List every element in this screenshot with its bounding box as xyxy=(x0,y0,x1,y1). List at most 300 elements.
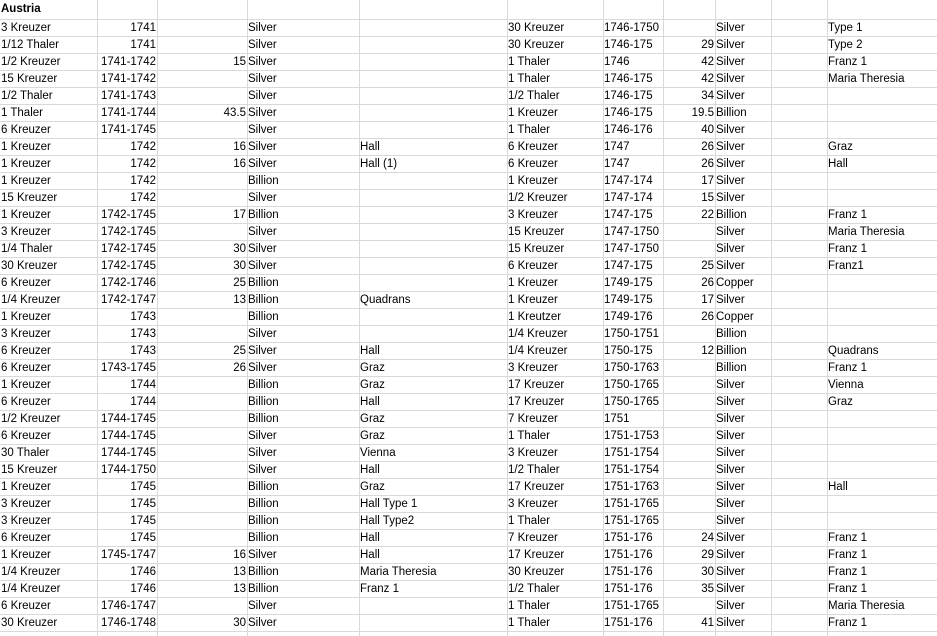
right-mint-note-cell[interactable] xyxy=(827,428,937,445)
left-denomination-cell[interactable]: 1 Kreuzer xyxy=(1,481,51,493)
right-years-cell[interactable]: 1747-1750 xyxy=(604,243,659,255)
right-denomination-cell[interactable]: 30 Kreuzer xyxy=(508,566,565,578)
left-years-cell[interactable]: 1744 xyxy=(130,379,156,391)
right-metal-cell[interactable]: Silver xyxy=(716,226,745,238)
right-mint-note-cell[interactable]: Type 1 xyxy=(828,22,863,34)
right-years-cell[interactable]: 1751-1765 xyxy=(604,515,659,527)
left-metal-cell[interactable]: Silver xyxy=(248,124,277,136)
left-denomination-cell[interactable]: 30 Kreuzer xyxy=(1,260,58,272)
right-denomination-cell[interactable]: 1 Kreuzer xyxy=(508,175,558,187)
left-mint-note-cell[interactable]: Graz xyxy=(360,481,385,493)
left-weight-cell[interactable]: 25 xyxy=(233,277,246,289)
left-denomination-cell[interactable]: 30 Kreuzer xyxy=(1,617,58,629)
right-mint-note-cell[interactable] xyxy=(827,122,937,139)
right-metal-cell[interactable]: Silver xyxy=(716,158,745,170)
left-denomination-cell[interactable]: 6 Kreuzer xyxy=(1,345,51,357)
left-mint-note-cell[interactable] xyxy=(359,207,507,224)
left-metal-cell[interactable]: Silver xyxy=(248,22,277,34)
left-metal-cell[interactable]: Silver xyxy=(248,600,277,612)
right-weight-cell[interactable] xyxy=(663,479,715,496)
right-denomination-cell[interactable]: 3 Kreuzer xyxy=(508,209,558,221)
left-weight-cell[interactable]: 25 xyxy=(233,345,246,357)
left-weight-cell[interactable]: 16 xyxy=(233,141,246,153)
right-weight-cell[interactable] xyxy=(663,513,715,530)
right-metal-cell[interactable]: Silver xyxy=(716,294,745,306)
right-denomination-cell[interactable]: 1/2 Thaler xyxy=(508,583,560,595)
right-weight-cell[interactable] xyxy=(663,377,715,394)
left-mint-note-cell[interactable]: Hall xyxy=(360,345,380,357)
right-mint-note-cell[interactable] xyxy=(827,411,937,428)
right-weight-cell[interactable]: 26 xyxy=(701,311,714,323)
right-metal-cell[interactable]: Silver xyxy=(716,464,745,476)
right-weight-cell[interactable]: 26 xyxy=(701,158,714,170)
right-metal-cell[interactable]: Silver xyxy=(716,22,745,34)
right-years-cell[interactable]: 1751-1765 xyxy=(604,498,659,510)
right-metal-cell[interactable]: Billion xyxy=(716,345,747,357)
left-metal-cell[interactable]: Billion xyxy=(248,209,279,221)
left-weight-cell[interactable] xyxy=(157,377,247,394)
left-years-cell[interactable]: 1746 xyxy=(130,566,156,578)
right-mint-note-cell[interactable] xyxy=(827,190,937,207)
left-denomination-cell[interactable]: 1 Kreuzer xyxy=(1,549,51,561)
left-metal-cell[interactable]: Billion xyxy=(248,566,279,578)
left-weight-cell[interactable] xyxy=(157,479,247,496)
left-denomination-cell[interactable]: 3 Kreuzer xyxy=(1,498,51,510)
left-years-cell[interactable]: 1745 xyxy=(130,515,156,527)
left-denomination-cell[interactable]: 3 Kreuzer xyxy=(1,515,51,527)
right-years-cell[interactable]: 1751-176 xyxy=(604,532,653,544)
left-weight-cell[interactable] xyxy=(157,190,247,207)
left-years-cell[interactable]: 1741-1742 xyxy=(101,73,156,85)
left-weight-cell[interactable]: 16 xyxy=(233,549,246,561)
right-metal-cell[interactable]: Silver xyxy=(716,141,745,153)
left-years-cell[interactable]: 1742-1745 xyxy=(101,226,156,238)
left-weight-cell[interactable]: 13 xyxy=(233,583,246,595)
left-weight-cell[interactable] xyxy=(157,173,247,190)
left-mint-note-cell[interactable] xyxy=(359,20,507,37)
left-metal-cell[interactable]: Billion xyxy=(248,294,279,306)
right-metal-cell[interactable]: Silver xyxy=(716,56,745,68)
left-years-cell[interactable]: 1742 xyxy=(130,175,156,187)
right-years-cell[interactable]: 1750-1765 xyxy=(604,396,659,408)
left-years-cell[interactable]: 1742-1747 xyxy=(101,294,156,306)
left-metal-cell[interactable]: Silver xyxy=(248,107,277,119)
right-mint-note-cell[interactable]: Maria Theresia xyxy=(828,600,905,612)
left-metal-cell[interactable]: Silver xyxy=(248,549,277,561)
left-metal-cell[interactable]: Silver xyxy=(248,430,277,442)
right-mint-note-cell[interactable] xyxy=(827,496,937,513)
left-mint-note-cell[interactable]: Graz xyxy=(360,413,385,425)
left-metal-cell[interactable]: Silver xyxy=(248,362,277,374)
right-years-cell[interactable]: 1750-1751 xyxy=(604,328,659,340)
right-denomination-cell[interactable]: 3 Kreuzer xyxy=(508,362,558,374)
left-metal-cell[interactable]: Billion xyxy=(248,498,279,510)
left-mint-note-cell[interactable] xyxy=(359,309,507,326)
right-weight-cell[interactable]: 35 xyxy=(701,583,714,595)
right-years-cell[interactable]: 1746-175 xyxy=(604,107,653,119)
left-weight-cell[interactable]: 16 xyxy=(233,158,246,170)
left-years-cell[interactable]: 1746 xyxy=(130,583,156,595)
right-denomination-cell[interactable]: 1/2 Thaler xyxy=(508,464,560,476)
right-years-cell[interactable]: 1746-175 xyxy=(604,73,653,85)
left-mint-note-cell[interactable]: Hall (1) xyxy=(360,158,398,170)
left-metal-cell[interactable]: Billion xyxy=(248,396,279,408)
left-metal-cell[interactable]: Silver xyxy=(248,39,277,51)
left-weight-cell[interactable] xyxy=(157,496,247,513)
left-mint-note-cell[interactable]: Graz xyxy=(360,430,385,442)
right-weight-cell[interactable] xyxy=(663,360,715,377)
left-weight-cell[interactable] xyxy=(157,71,247,88)
left-weight-cell[interactable]: 13 xyxy=(233,294,246,306)
left-metal-cell[interactable]: Billion xyxy=(248,379,279,391)
right-weight-cell[interactable]: 12 xyxy=(701,345,714,357)
right-mint-note-cell[interactable]: Franz 1 xyxy=(828,583,867,595)
left-years-cell[interactable]: 1741-1744 xyxy=(101,107,156,119)
left-years-cell[interactable]: 1744-1745 xyxy=(101,447,156,459)
left-weight-cell[interactable]: 15 xyxy=(233,56,246,68)
right-weight-cell[interactable]: 41 xyxy=(701,617,714,629)
left-mint-note-cell[interactable] xyxy=(359,598,507,615)
left-mint-note-cell[interactable] xyxy=(359,105,507,122)
right-weight-cell[interactable] xyxy=(663,394,715,411)
right-denomination-cell[interactable]: 1 Thaler xyxy=(508,515,550,527)
right-metal-cell[interactable]: Silver xyxy=(716,532,745,544)
left-years-cell[interactable]: 1743 xyxy=(130,328,156,340)
right-metal-cell[interactable]: Silver xyxy=(716,566,745,578)
left-years-cell[interactable]: 1742-1745 xyxy=(101,260,156,272)
left-mint-note-cell[interactable]: Hall xyxy=(360,464,380,476)
right-denomination-cell[interactable]: 6 Kreuzer xyxy=(508,158,558,170)
right-weight-cell[interactable]: 19.5 xyxy=(691,107,714,119)
right-years-cell[interactable]: 1746 xyxy=(604,56,630,68)
right-denomination-cell[interactable]: 6 Kreuzer xyxy=(508,141,558,153)
left-years-cell[interactable]: 1741-1745 xyxy=(101,124,156,136)
left-metal-cell[interactable]: Silver xyxy=(248,617,277,629)
left-mint-note-cell[interactable]: Hall xyxy=(360,549,380,561)
right-mint-note-cell[interactable]: Franz 1 xyxy=(828,56,867,68)
right-mint-note-cell[interactable] xyxy=(827,326,937,343)
left-weight-cell[interactable] xyxy=(157,326,247,343)
right-weight-cell[interactable] xyxy=(663,411,715,428)
right-denomination-cell[interactable]: 15 Kreuzer xyxy=(508,243,565,255)
right-mint-note-cell[interactable] xyxy=(827,275,937,292)
left-denomination-cell[interactable]: 1/4 Kreuzer xyxy=(1,583,61,595)
right-weight-cell[interactable]: 30 xyxy=(701,566,714,578)
right-denomination-cell[interactable]: 1/4 Kreuzer xyxy=(508,328,568,340)
right-years-cell[interactable]: 1751-1754 xyxy=(604,447,659,459)
right-weight-cell[interactable] xyxy=(663,241,715,258)
left-weight-cell[interactable]: 26 xyxy=(233,362,246,374)
right-weight-cell[interactable]: 29 xyxy=(701,549,714,561)
right-years-cell[interactable]: 1746-1750 xyxy=(604,22,659,34)
right-metal-cell[interactable]: Silver xyxy=(716,600,745,612)
right-weight-cell[interactable]: 17 xyxy=(701,175,714,187)
left-denomination-cell[interactable]: 1/2 Kreuzer xyxy=(1,413,61,425)
left-metal-cell[interactable]: Billion xyxy=(248,277,279,289)
left-weight-cell[interactable] xyxy=(157,445,247,462)
left-years-cell[interactable]: 1744-1745 xyxy=(101,430,156,442)
left-metal-cell[interactable]: Billion xyxy=(248,532,279,544)
left-denomination-cell[interactable]: 6 Kreuzer xyxy=(1,124,51,136)
left-weight-cell[interactable] xyxy=(157,224,247,241)
right-mint-note-cell[interactable]: Franz 1 xyxy=(828,617,867,629)
left-mint-note-cell[interactable] xyxy=(359,37,507,54)
left-years-cell[interactable]: 1746-1748 xyxy=(101,617,156,629)
right-mint-note-cell[interactable] xyxy=(827,445,937,462)
left-mint-note-cell[interactable] xyxy=(359,173,507,190)
left-weight-cell[interactable]: 30 xyxy=(233,617,246,629)
right-metal-cell[interactable]: Silver xyxy=(716,617,745,629)
right-years-cell[interactable]: 1747-175 xyxy=(604,209,653,221)
right-weight-cell[interactable]: 34 xyxy=(701,90,714,102)
right-metal-cell[interactable]: Silver xyxy=(716,39,745,51)
left-mint-note-cell[interactable]: Hall xyxy=(360,532,380,544)
left-denomination-cell[interactable]: 1 Kreuzer xyxy=(1,158,51,170)
left-metal-cell[interactable]: Billion xyxy=(248,583,279,595)
left-weight-cell[interactable] xyxy=(157,20,247,37)
right-denomination-cell[interactable]: 17 Kreuzer xyxy=(508,396,565,408)
sheet-title-cell[interactable]: Austria xyxy=(1,3,41,15)
left-mint-note-cell[interactable] xyxy=(359,54,507,71)
right-mint-note-cell[interactable]: Graz xyxy=(828,141,853,153)
right-years-cell[interactable]: 1746-175 xyxy=(604,90,653,102)
left-metal-cell[interactable]: Silver xyxy=(248,243,277,255)
right-years-cell[interactable]: 1747 xyxy=(604,158,630,170)
right-denomination-cell[interactable]: 17 Kreuzer xyxy=(508,549,565,561)
right-years-cell[interactable]: 1751-176 xyxy=(604,566,653,578)
left-weight-cell[interactable]: 30 xyxy=(233,243,246,255)
left-metal-cell[interactable]: Silver xyxy=(248,260,277,272)
right-denomination-cell[interactable]: 17 Kreuzer xyxy=(508,481,565,493)
right-weight-cell[interactable]: 26 xyxy=(701,277,714,289)
right-mint-note-cell[interactable]: Franz 1 xyxy=(828,549,867,561)
right-weight-cell[interactable] xyxy=(663,445,715,462)
left-mint-note-cell[interactable] xyxy=(359,190,507,207)
right-years-cell[interactable]: 1751-1754 xyxy=(604,464,659,476)
left-years-cell[interactable]: 1746-1747 xyxy=(101,600,156,612)
left-denomination-cell[interactable]: 6 Kreuzer xyxy=(1,532,51,544)
right-weight-cell[interactable] xyxy=(663,428,715,445)
right-mint-note-cell[interactable]: Graz xyxy=(828,396,853,408)
right-metal-cell[interactable]: Billion xyxy=(716,328,747,340)
right-denomination-cell[interactable]: 7 Kreuzer xyxy=(508,532,558,544)
right-metal-cell[interactable]: Silver xyxy=(716,396,745,408)
left-mint-note-cell[interactable] xyxy=(359,71,507,88)
left-metal-cell[interactable]: Silver xyxy=(248,464,277,476)
left-weight-cell[interactable]: 13 xyxy=(233,566,246,578)
right-mint-note-cell[interactable] xyxy=(827,105,937,122)
left-denomination-cell[interactable]: 1/2 Thaler xyxy=(1,90,53,102)
left-weight-cell[interactable]: 43.5 xyxy=(223,107,246,119)
right-weight-cell[interactable] xyxy=(663,598,715,615)
left-weight-cell[interactable] xyxy=(157,411,247,428)
left-denomination-cell[interactable]: 1/12 Thaler xyxy=(1,39,59,51)
left-years-cell[interactable]: 1741 xyxy=(130,39,156,51)
right-denomination-cell[interactable]: 1 Thaler xyxy=(508,600,550,612)
right-years-cell[interactable]: 1747 xyxy=(604,141,630,153)
right-years-cell[interactable]: 1751 xyxy=(604,413,630,425)
right-weight-cell[interactable]: 26 xyxy=(701,141,714,153)
left-denomination-cell[interactable]: 1/2 Kreuzer xyxy=(1,56,61,68)
left-denomination-cell[interactable]: 1/4 Kreuzer xyxy=(1,566,61,578)
left-years-cell[interactable]: 1742-1745 xyxy=(101,209,156,221)
left-weight-cell[interactable] xyxy=(157,513,247,530)
left-metal-cell[interactable]: Billion xyxy=(248,175,279,187)
right-denomination-cell[interactable]: 1 Kreuzer xyxy=(508,107,558,119)
right-mint-note-cell[interactable] xyxy=(827,292,937,309)
right-denomination-cell[interactable]: 17 Kreuzer xyxy=(508,379,565,391)
left-denomination-cell[interactable]: 1 Kreuzer xyxy=(1,175,51,187)
left-mint-note-cell[interactable]: Vienna xyxy=(360,447,396,459)
left-metal-cell[interactable]: Silver xyxy=(248,141,277,153)
left-denomination-cell[interactable]: 15 Kreuzer xyxy=(1,73,58,85)
right-weight-cell[interactable] xyxy=(663,462,715,479)
left-weight-cell[interactable] xyxy=(157,462,247,479)
right-denomination-cell[interactable]: 1 Thaler xyxy=(508,56,550,68)
left-weight-cell[interactable]: 30 xyxy=(233,260,246,272)
left-metal-cell[interactable]: Billion xyxy=(248,481,279,493)
right-metal-cell[interactable]: Silver xyxy=(716,260,745,272)
right-years-cell[interactable]: 1747-1750 xyxy=(604,226,659,238)
right-weight-cell[interactable]: 42 xyxy=(701,56,714,68)
right-years-cell[interactable]: 1751-1763 xyxy=(604,481,659,493)
right-metal-cell[interactable]: Copper xyxy=(716,311,754,323)
right-weight-cell[interactable]: 17 xyxy=(701,294,714,306)
right-years-cell[interactable]: 1751-176 xyxy=(604,617,653,629)
left-years-cell[interactable]: 1741 xyxy=(130,22,156,34)
left-years-cell[interactable]: 1745-1747 xyxy=(101,549,156,561)
left-weight-cell[interactable]: 17 xyxy=(233,209,246,221)
left-mint-note-cell[interactable]: Quadrans xyxy=(360,294,411,306)
right-years-cell[interactable]: 1749-176 xyxy=(604,311,653,323)
left-metal-cell[interactable]: Silver xyxy=(248,447,277,459)
left-metal-cell[interactable]: Silver xyxy=(248,328,277,340)
left-mint-note-cell[interactable] xyxy=(359,326,507,343)
left-denomination-cell[interactable]: 15 Kreuzer xyxy=(1,192,58,204)
left-denomination-cell[interactable]: 3 Kreuzer xyxy=(1,328,51,340)
right-denomination-cell[interactable]: 1 Thaler xyxy=(508,73,550,85)
right-weight-cell[interactable]: 40 xyxy=(701,124,714,136)
right-denomination-cell[interactable]: 7 Kreuzer xyxy=(508,413,558,425)
left-mint-note-cell[interactable]: Hall Type2 xyxy=(360,515,415,527)
right-mint-note-cell[interactable] xyxy=(827,462,937,479)
left-denomination-cell[interactable]: 1 Kreuzer xyxy=(1,311,51,323)
right-years-cell[interactable]: 1750-1765 xyxy=(604,379,659,391)
left-denomination-cell[interactable]: 1/4 Thaler xyxy=(1,243,53,255)
left-denomination-cell[interactable]: 1 Kreuzer xyxy=(1,141,51,153)
right-years-cell[interactable]: 1751-1765 xyxy=(604,600,659,612)
left-weight-cell[interactable] xyxy=(157,122,247,139)
left-mint-note-cell[interactable]: Maria Theresia xyxy=(360,566,437,578)
left-metal-cell[interactable]: Billion xyxy=(248,413,279,425)
right-denomination-cell[interactable]: 1 Thaler xyxy=(508,430,550,442)
right-denomination-cell[interactable]: 6 Kreuzer xyxy=(508,260,558,272)
left-denomination-cell[interactable]: 1 Thaler xyxy=(1,107,43,119)
left-years-cell[interactable]: 1744-1745 xyxy=(101,413,156,425)
right-years-cell[interactable]: 1750-175 xyxy=(604,345,653,357)
right-metal-cell[interactable]: Silver xyxy=(716,243,745,255)
right-denomination-cell[interactable]: 1 Thaler xyxy=(508,617,550,629)
left-mint-note-cell[interactable]: Hall xyxy=(360,396,380,408)
right-mint-note-cell[interactable]: Maria Theresia xyxy=(828,226,905,238)
right-weight-cell[interactable]: 15 xyxy=(701,192,714,204)
left-metal-cell[interactable]: Billion xyxy=(248,311,279,323)
right-denomination-cell[interactable]: 1/4 Kreuzer xyxy=(508,345,568,357)
right-metal-cell[interactable]: Silver xyxy=(716,447,745,459)
right-denomination-cell[interactable]: 3 Kreuzer xyxy=(508,498,558,510)
left-years-cell[interactable]: 1744 xyxy=(130,396,156,408)
left-denomination-cell[interactable]: 6 Kreuzer xyxy=(1,430,51,442)
left-metal-cell[interactable]: Silver xyxy=(248,226,277,238)
right-years-cell[interactable]: 1751-176 xyxy=(604,549,653,561)
left-years-cell[interactable]: 1742-1745 xyxy=(101,243,156,255)
left-years-cell[interactable]: 1744-1750 xyxy=(101,464,156,476)
left-years-cell[interactable]: 1743-1745 xyxy=(101,362,156,374)
left-years-cell[interactable]: 1745 xyxy=(130,498,156,510)
right-metal-cell[interactable]: Silver xyxy=(716,379,745,391)
right-mint-note-cell[interactable]: Hall xyxy=(828,481,848,493)
right-denomination-cell[interactable]: 30 Kreuzer xyxy=(508,22,565,34)
left-mint-note-cell[interactable] xyxy=(359,122,507,139)
left-mint-note-cell[interactable] xyxy=(359,275,507,292)
right-metal-cell[interactable]: Silver xyxy=(716,515,745,527)
right-metal-cell[interactable]: Silver xyxy=(716,124,745,136)
right-weight-cell[interactable] xyxy=(663,326,715,343)
right-weight-cell[interactable]: 24 xyxy=(701,532,714,544)
right-denomination-cell[interactable]: 30 Kreuzer xyxy=(508,39,565,51)
left-years-cell[interactable]: 1745 xyxy=(130,481,156,493)
right-mint-note-cell[interactable]: Hall xyxy=(828,158,848,170)
left-years-cell[interactable]: 1741-1742 xyxy=(101,56,156,68)
right-years-cell[interactable]: 1751-1753 xyxy=(604,430,659,442)
left-years-cell[interactable]: 1743 xyxy=(130,345,156,357)
right-years-cell[interactable]: 1747-174 xyxy=(604,192,653,204)
right-mint-note-cell[interactable] xyxy=(827,88,937,105)
right-denomination-cell[interactable]: 1 Kreuzer xyxy=(508,294,558,306)
left-mint-note-cell[interactable] xyxy=(359,241,507,258)
left-weight-cell[interactable] xyxy=(157,598,247,615)
right-weight-cell[interactable] xyxy=(663,496,715,513)
right-mint-note-cell[interactable]: Franz 1 xyxy=(828,566,867,578)
right-mint-note-cell[interactable]: Vienna xyxy=(828,379,864,391)
right-metal-cell[interactable]: Silver xyxy=(716,583,745,595)
left-years-cell[interactable]: 1745 xyxy=(130,532,156,544)
right-mint-note-cell[interactable] xyxy=(827,513,937,530)
left-years-cell[interactable]: 1742 xyxy=(130,158,156,170)
right-years-cell[interactable]: 1746-175 xyxy=(604,39,653,51)
right-metal-cell[interactable]: Silver xyxy=(716,430,745,442)
right-mint-note-cell[interactable]: Franz 1 xyxy=(828,532,867,544)
right-metal-cell[interactable]: Silver xyxy=(716,73,745,85)
right-weight-cell[interactable]: 22 xyxy=(701,209,714,221)
right-denomination-cell[interactable]: 1 Thaler xyxy=(508,124,550,136)
right-denomination-cell[interactable]: 1 Kreutzer xyxy=(508,311,562,323)
left-denomination-cell[interactable]: 1 Kreuzer xyxy=(1,209,51,221)
right-mint-note-cell[interactable]: Franz 1 xyxy=(828,362,867,374)
left-denomination-cell[interactable]: 3 Kreuzer xyxy=(1,22,51,34)
right-mint-note-cell[interactable]: Quadrans xyxy=(828,345,879,357)
left-denomination-cell[interactable]: 3 Kreuzer xyxy=(1,226,51,238)
right-years-cell[interactable]: 1747-175 xyxy=(604,260,653,272)
left-denomination-cell[interactable]: 6 Kreuzer xyxy=(1,600,51,612)
left-weight-cell[interactable] xyxy=(157,37,247,54)
left-denomination-cell[interactable]: 30 Thaler xyxy=(1,447,50,459)
left-mint-note-cell[interactable] xyxy=(359,615,507,632)
right-years-cell[interactable]: 1749-175 xyxy=(604,294,653,306)
right-mint-note-cell[interactable]: Franz 1 xyxy=(828,209,867,221)
right-weight-cell[interactable]: 29 xyxy=(701,39,714,51)
left-metal-cell[interactable]: Silver xyxy=(248,73,277,85)
